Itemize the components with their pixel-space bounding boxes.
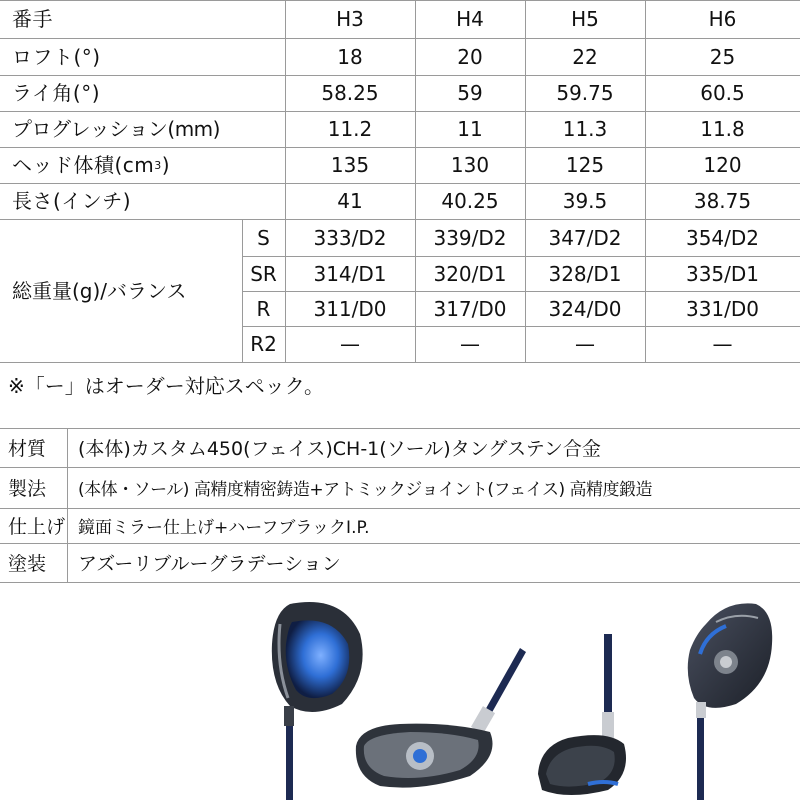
header-label: 番手	[12, 7, 53, 31]
material-table	[0, 428, 800, 582]
club-crown-view-image	[676, 594, 776, 800]
head-volume-label-sup: 3	[154, 158, 162, 172]
progression-h5: 11.3	[562, 117, 608, 141]
head-volume-label-main: ヘッド体積(cm	[12, 153, 155, 177]
order-spec-note: ※「ー」はオーダー対応スペック。	[8, 374, 324, 398]
head-volume-label	[0, 147, 285, 183]
weight-sr-h3: 314/D1	[313, 261, 387, 286]
head-volume-label-end: )	[161, 153, 171, 177]
length-label: 長さ(インチ)	[12, 189, 132, 213]
material-value: (本体)カスタム450(フェイス)CH-1(ソール)タングステン合金	[78, 438, 601, 460]
progression-h6: 11.8	[700, 117, 745, 141]
weight-sr-h4: 320/D1	[433, 261, 507, 286]
model-h4: H4	[456, 7, 484, 31]
weight-sr-h5: 328/D1	[548, 261, 622, 286]
weight-r-h6: 331/D0	[685, 296, 760, 321]
weight-s-h3: 333/D2	[313, 225, 387, 250]
progression-h3: 11.2	[327, 117, 373, 141]
club-sole-view-image	[350, 646, 530, 800]
lie-h4: 59	[457, 81, 483, 105]
loft-h3: 18	[337, 44, 363, 69]
weight-r2-h3: —	[340, 332, 360, 356]
length-h3: 41	[337, 189, 363, 213]
loft-label: ロフト(°)	[12, 44, 101, 69]
weight-r2-h4: —	[460, 332, 480, 356]
spec-table	[0, 0, 800, 362]
material-key: 材質	[8, 438, 47, 460]
flex-sr: SR	[250, 261, 277, 286]
flex-r: R	[256, 296, 271, 321]
weight-s-h5: 347/D2	[548, 225, 622, 250]
weight-sr-h6: 335/D1	[685, 261, 760, 286]
volume-h5: 125	[565, 153, 605, 177]
length-h6: 38.75	[693, 189, 752, 213]
weight-r-h4: 317/D0	[433, 296, 507, 321]
lie-angle-label: ライ角(°)	[12, 81, 101, 105]
model-h5: H5	[571, 7, 599, 31]
flex-r2: R2	[250, 332, 277, 356]
weight-r-h5: 324/D0	[548, 296, 622, 321]
weight-balance-label: 総重量(g)/バランス	[12, 278, 187, 303]
club-heel-view-image	[528, 634, 648, 800]
model-h3: H3	[336, 7, 364, 31]
progression-label: プログレッション(mm)	[12, 117, 220, 141]
volume-h6: 120	[703, 153, 742, 177]
length-h4: 40.25	[441, 189, 499, 213]
club-photos	[0, 594, 800, 800]
finish-value: 鏡面ミラー仕上げ+ハーフブラックI.P.	[78, 518, 370, 538]
weight-s-h4: 339/D2	[433, 225, 507, 250]
loft-h5: 22	[572, 44, 598, 69]
method-key: 製法	[8, 478, 47, 500]
method-value: (本体・ソール) 高精度精密鋳造+アトミックジョイント(フェイス) 高精度鍛造	[78, 480, 653, 500]
lie-h3: 58.25	[321, 81, 379, 105]
weight-s-h6: 354/D2	[685, 225, 760, 250]
weight-r2-h6: —	[712, 332, 733, 356]
volume-h3: 135	[330, 153, 370, 177]
volume-h4: 130	[450, 153, 490, 177]
flex-s: S	[257, 225, 270, 250]
loft-h4: 20	[457, 44, 483, 69]
length-h5: 39.5	[562, 189, 608, 213]
finish-key: 仕上げ	[8, 516, 66, 538]
loft-h6: 25	[709, 44, 736, 69]
lie-h5: 59.75	[556, 81, 614, 105]
lie-h6: 60.5	[700, 81, 745, 105]
progression-h4: 11	[457, 117, 483, 141]
paint-value: アズーリブルーグラデーション	[78, 553, 341, 575]
weight-r-h3: 311/D0	[313, 296, 387, 321]
paint-key: 塗装	[8, 553, 47, 575]
weight-r2-h5: —	[575, 332, 595, 356]
model-h6: H6	[708, 7, 737, 31]
